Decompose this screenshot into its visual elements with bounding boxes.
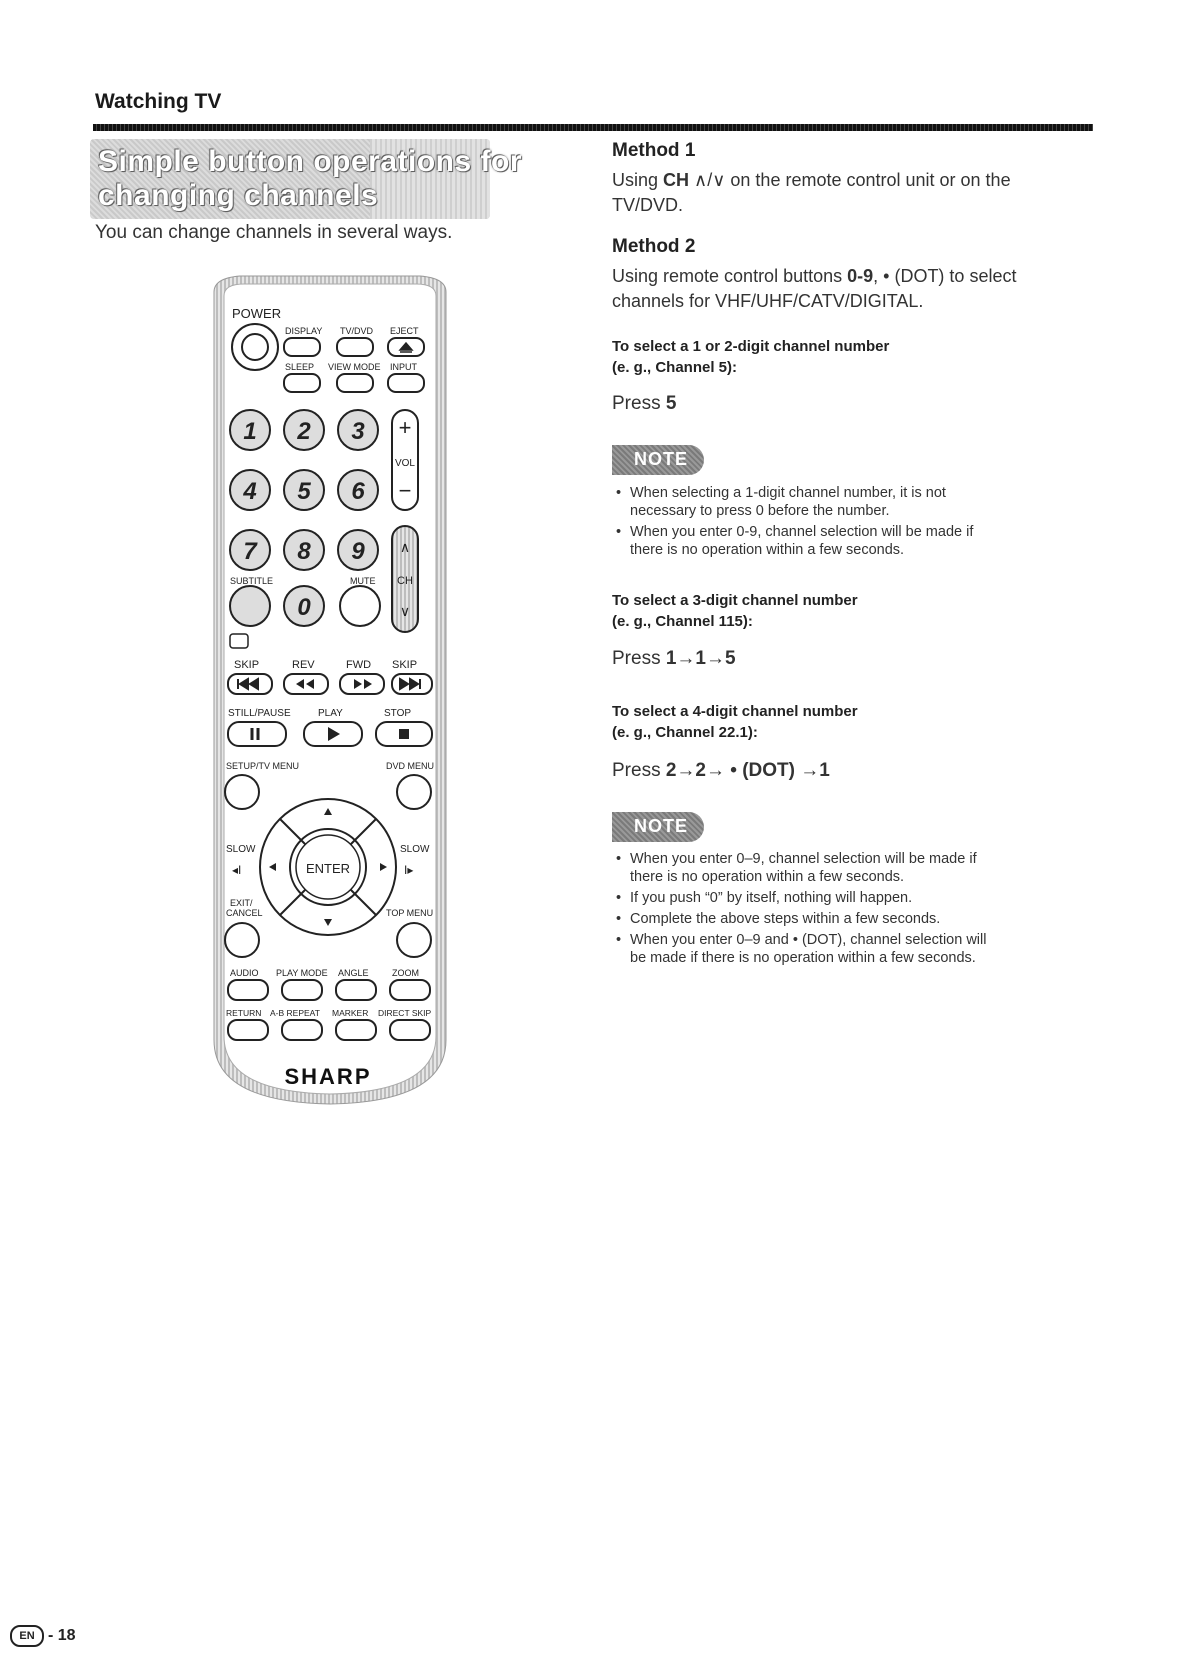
exit-label: EXIT/ — [230, 898, 253, 908]
digit-9-label: 9 — [351, 538, 365, 565]
digit-1-label: 1 — [243, 418, 257, 445]
remote-control-illustration — [200, 270, 460, 1110]
direct-skip-label: DIRECT SKIP — [378, 1008, 432, 1018]
page-footer — [10, 1625, 76, 1647]
brand-logo: SHARP — [284, 1064, 372, 1089]
enter-label: ENTER — [305, 861, 351, 876]
volume-up-icon: + — [398, 415, 412, 440]
method-1-text: Using CH ∧/∨ on the remote control unit or on the TV/DVD. — [612, 170, 1011, 215]
step-3-heading: To select a 4-digit channel number (e. g., Channel 22.1): — [612, 703, 858, 741]
stop-label: STOP — [384, 708, 412, 719]
stop-icon — [399, 729, 409, 739]
digit-5-label: 5 — [297, 478, 311, 505]
volume-label: VOL — [394, 458, 416, 469]
method-2-title: Method 2 — [612, 236, 696, 257]
dvd-menu-label: DVD MENU — [386, 761, 435, 771]
step-1-press: Press 5 — [612, 393, 677, 414]
note-badge-2: NOTE — [612, 812, 704, 842]
power-label: POWER — [232, 306, 282, 321]
display-label: DISPLAY — [285, 326, 323, 336]
subtitle-label: SUBTITLE — [230, 576, 274, 586]
channel-down-icon: ∨ — [399, 603, 411, 619]
banner-title-line1: Simple button operations for — [98, 145, 522, 178]
digit-7-label: 7 — [243, 538, 257, 565]
viewmode-label: VIEW MODE — [328, 362, 381, 372]
header-rule — [93, 124, 1093, 131]
section-title: Watching TV — [95, 90, 222, 113]
marker-label: MARKER — [332, 1008, 369, 1018]
step-2-heading: To select a 3-digit channel number (e. g., Channel 115): — [612, 592, 858, 630]
rev-label: REV — [292, 659, 315, 671]
method-2-text: Using remote control buttons 0-9, • (DOT) to select channels for VHF/UHF/CATV/DIGITAL. — [612, 266, 1017, 311]
intro-text: You can change channels in several ways. — [95, 222, 453, 243]
method-1-title: Method 1 — [612, 140, 696, 161]
page-number: - 18 — [48, 1627, 76, 1645]
input-label: INPUT — [390, 362, 417, 372]
note-2-item-4: • When you enter 0–9 and • (DOT), channel selection will be made if there is no operation within a few seconds. — [612, 931, 1092, 967]
slow-left-label: SLOW — [226, 844, 256, 855]
note-list-2 — [612, 850, 1092, 970]
note-list-1 — [612, 484, 1092, 562]
digit-3-label: 3 — [351, 418, 365, 445]
digit-4-label: 4 — [243, 478, 257, 505]
skip-back-label: SKIP — [234, 659, 260, 671]
note-1-item-1: • When selecting a 1-digit channel number, it is not necessary to press 0 before the number. — [612, 484, 1092, 520]
step-1-heading: To select a 1 or 2-digit channel number (e. g., Channel 5): — [612, 338, 890, 376]
language-badge: EN — [10, 1625, 44, 1647]
step-2-press: Press 1→1→5 — [612, 648, 736, 669]
note-1-item-2: • When you enter 0-9, channel selection will be made if there is no operation within a few seconds. — [612, 523, 1092, 559]
sleep-label: SLEEP — [285, 362, 315, 372]
note-badge-1: NOTE — [612, 445, 704, 475]
top-menu-label: TOP MENU — [386, 908, 434, 918]
fwd-label: FWD — [346, 659, 372, 671]
digit-2-label: 2 — [297, 418, 311, 445]
cancel-label: CANCEL — [226, 908, 263, 918]
note-2-item-3: • Complete the above steps within a few seconds. — [612, 910, 1092, 928]
note-2-item-2: • If you push “0” by itself, nothing will happen. — [612, 889, 1092, 907]
eject-label: EJECT — [390, 326, 419, 336]
still-pause-label: STILL/PAUSE — [228, 708, 291, 719]
play-mode-label: PLAY MODE — [276, 968, 328, 978]
slow-reverse-icon: ◂I — [232, 863, 242, 877]
subtitle-button — [230, 586, 270, 626]
digit-6-label: 6 — [351, 478, 365, 505]
skip-forward-label: SKIP — [392, 659, 418, 671]
setup-menu-label: SETUP/TV MENU — [226, 761, 300, 771]
return-label: RETURN — [226, 1008, 262, 1018]
slow-forward-icon: I▸ — [404, 863, 414, 877]
angle-label: ANGLE — [338, 968, 369, 978]
channel-up-icon: ∧ — [399, 539, 411, 555]
slow-right-label: SLOW — [400, 844, 430, 855]
volume-down-icon: − — [398, 478, 412, 503]
banner-title-line2: changing channels — [98, 179, 379, 212]
tvdvd-label: TV/DVD — [340, 326, 374, 336]
note-2-item-1: • When you enter 0–9, channel selection will be made if there is no operation within a few seconds. — [612, 850, 1092, 886]
digit-8-label: 8 — [297, 538, 311, 565]
play-label: PLAY — [318, 708, 343, 719]
digit-0-label: 0 — [297, 594, 311, 621]
step-3-press: Press 2→2→ • (DOT) →1 — [612, 760, 830, 781]
ab-repeat-label: A-B REPEAT — [270, 1008, 320, 1018]
channel-label: CH — [397, 575, 413, 587]
mute-label: MUTE — [350, 576, 376, 586]
zoom-label: ZOOM — [392, 968, 419, 978]
audio-label: AUDIO — [230, 968, 259, 978]
title-banner — [90, 139, 522, 219]
